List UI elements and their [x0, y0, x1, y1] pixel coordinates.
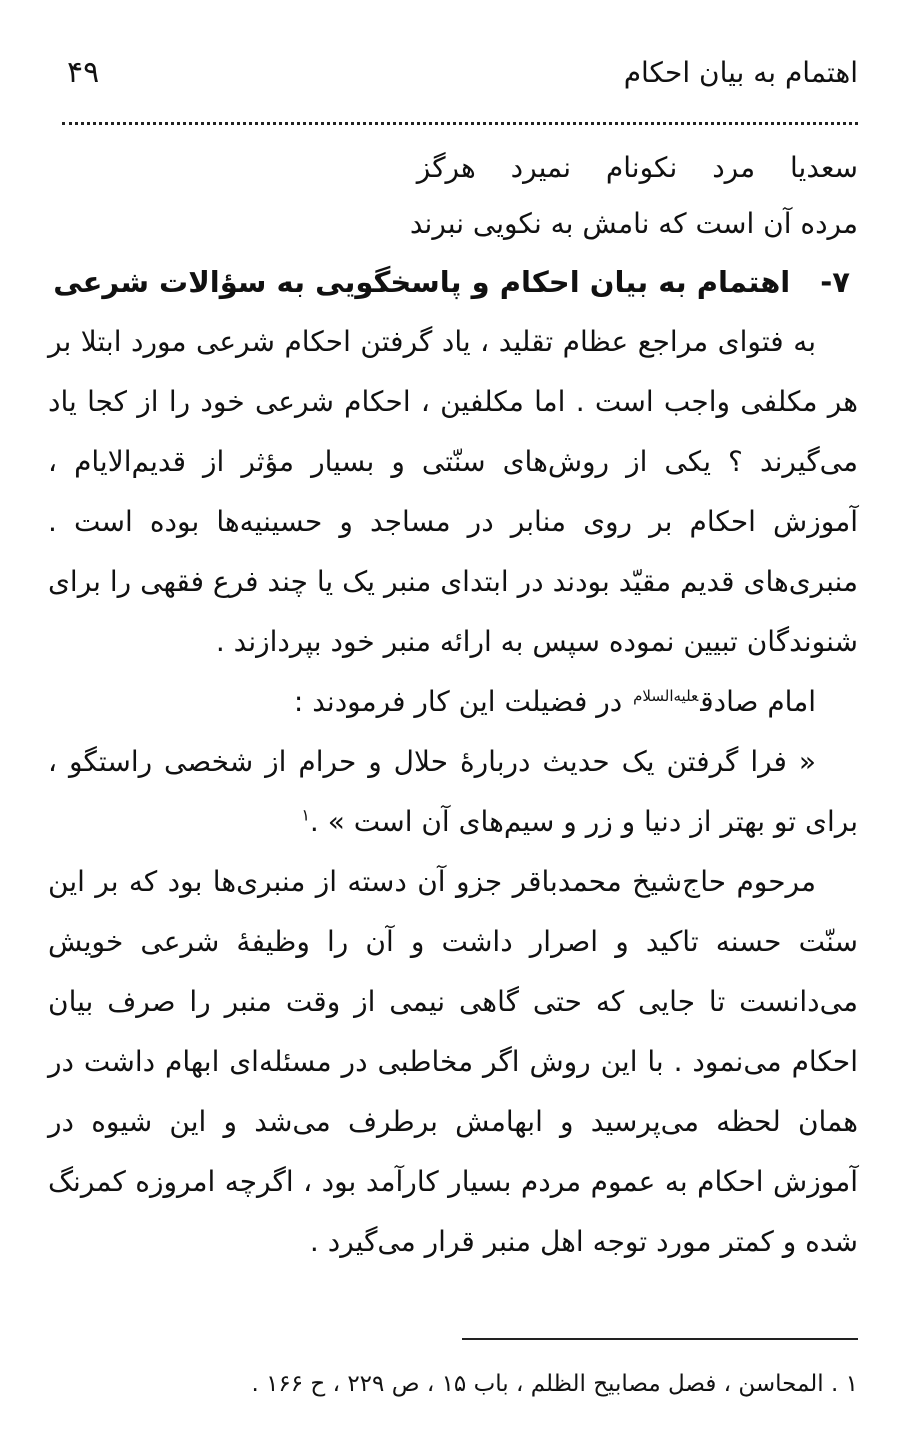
- page-number: ۴۹: [67, 55, 100, 90]
- section-title: اهتمام به بیان احکام و پاسخگویی به سؤالات شرعی: [53, 265, 791, 299]
- page-header: [55, 48, 858, 98]
- honorific-mark: علیه‌السلام: [633, 686, 699, 705]
- hadith-quote: [48, 732, 858, 852]
- footnote-divider: [462, 1338, 858, 1340]
- hadith-text: « فرا گرفتن یک حدیث دربارۀ حلال و حرام از شخصی راستگو ، برای تو بهتر از دنیا و زر و سیم‌های آن است » .: [48, 745, 858, 838]
- header-divider: [62, 122, 858, 125]
- paragraph-3: مرحوم حاج‌شیخ محمدباقر جزو آن دسته از منبری‌ها بود که بر این سنّت حسنه تاکید و اصرار داشت و آن را وظیفۀ شرعی خویش می‌دانست تا جایی که حتی گاهی نیمی از وقت منبر را صرف بیان احکام می‌نمود . با این روش اگر مخاطبی در مسئله‌ای ابهام داشت در همان لحظه می‌پرسید و ابهامش برطرف می‌شد و این شیوه در آموزش احکام به عموم مردم بسیار کارآمد بود ، اگرچه امروزه کمرنگ شده و کمتر مورد توجه اهل منبر قرار می‌گیرد .: [48, 865, 858, 1258]
- paragraph-2-rest: در فضیلت این کار فرمودند :: [293, 685, 623, 718]
- poem-line-1: سعدیا مرد نکونام نمیرد هرگز: [416, 151, 858, 184]
- poem-line-2: مرده آن است که نامش به نکویی نبرند: [409, 207, 858, 240]
- paragraph-2: [48, 672, 858, 732]
- paragraph-1: به فتوای مراجع عظام تقلید ، یاد گرفتن احکام شرعی مورد ابتلا بر هر مکلفی واجب است . اما مکلفین ، احکام شرعی خود را از کجا یاد می‌گیرند ؟ یکی از روش‌های سنّتی و بسیار مؤثر از قدیم‌الایام ، آموزش احکام بر روی منابر در مساجد و حسینیه‌ها بوده است . منبری‌های قدیم مقیّد بودند در ابتدای منبر یک یا چند فرع فقهی را برای شنوندگان تبیین نموده سپس به ارائه منبر خود بپردازند .: [48, 325, 858, 658]
- section-number: ۷-: [820, 265, 850, 299]
- imam-name: امام صادق: [700, 685, 816, 718]
- section-heading: [48, 252, 858, 312]
- body-text: [48, 140, 858, 1272]
- running-title: اهتمام به بیان احکام: [623, 56, 858, 89]
- footnote-reference: ۱: [301, 805, 310, 825]
- footnote: ۱ . المحاسن ، فصل مصابیح الظلم ، باب ۱۵ ، ص ۲۲۹ ، ح ۱۶۶ .: [251, 1371, 858, 1397]
